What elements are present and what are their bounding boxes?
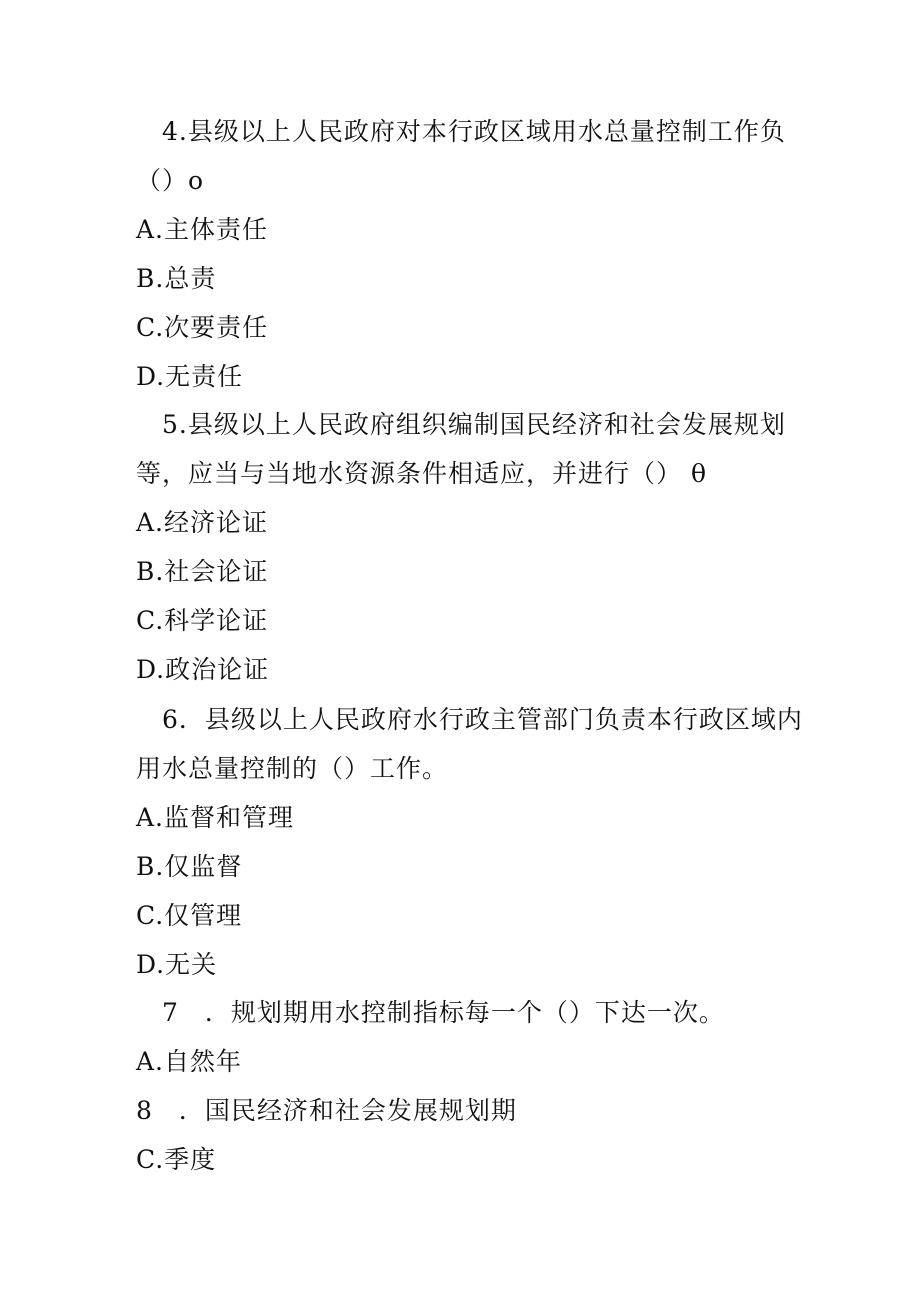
question-4-stem-line-2: （）o [136,166,205,195]
question-6-option-b: B.仅监督 [136,852,243,881]
question-6-option-a: A.监督和管理 [136,803,295,832]
question-6-option-d: D.无关 [136,950,218,979]
question-7-option-c: C.季度 [136,1145,217,1174]
question-5-option-a: A.经济论证 [136,508,269,537]
question-6-stem-line-1: 6．县级以上人民政府水行政主管部门负责本行政区域内 [162,705,803,734]
question-5-stem-line-1: 5.县级以上人民政府组织编制国民经济和社会发展规划 [162,410,786,439]
question-5-option-b: B.社会论证 [136,557,269,586]
question-4-option-b: B.总责 [136,264,217,293]
question-7-option-a: A.自然年 [136,1047,243,1076]
question-4-option-c: C.次要责任 [136,313,269,342]
question-5-option-d: D.政治论证 [136,655,270,684]
question-5-stem-line-2: 等，应当与当地水资源条件相适应，并进行（） θ [136,459,707,488]
question-4-option-a: A.主体责任 [136,215,269,244]
question-5-option-c: C.科学论证 [136,606,269,635]
question-6-option-c: C.仅管理 [136,901,243,930]
question-6-stem-line-2: 用水总量控制的（）工作。 [136,754,449,783]
question-4-stem-line-1: 4.县级以上人民政府对本行政区域用水总量控制工作负 [162,117,786,146]
question-7-stem: 7 ．规划期用水控制指标每一个（）下达一次。 [162,998,725,1027]
question-8-line: 8 ．国民经济和社会发展规划期 [136,1096,517,1125]
question-4-option-d: D.无责任 [136,362,244,391]
